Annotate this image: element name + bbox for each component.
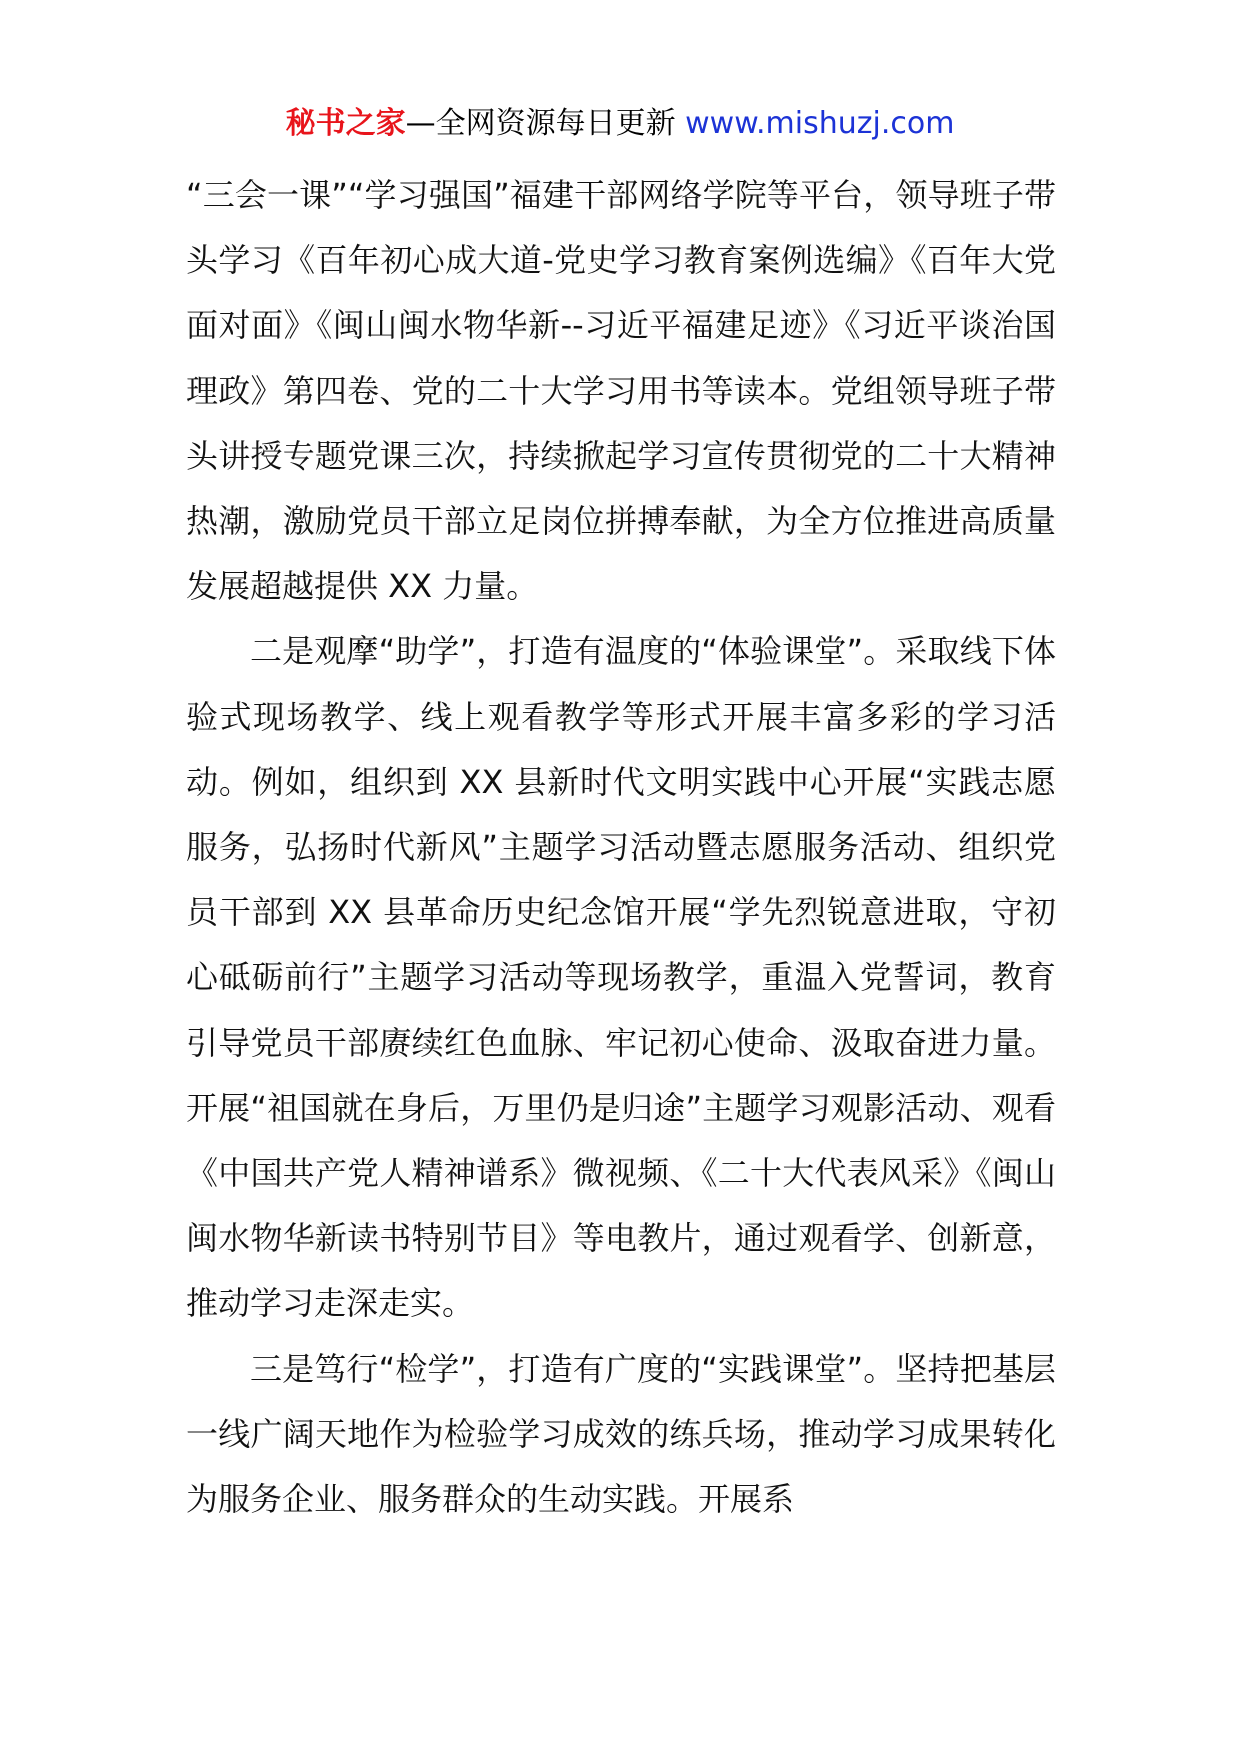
site-brand: 秘书之家 [285,106,406,141]
paragraph-three: 三是笃行“检学”，打造有广度的“实践课堂”。坚持把基层一线广阔天地作为检验学习成效的练兵场，推动学习成果转化为服务企业、服务群众的生动实践。开展系 [186,1349,1056,1519]
document-body [186,163,1056,1532]
site-url-link[interactable]: www.mishuzj.com [685,106,955,141]
site-tagline: —全网资源每日更新 [405,106,676,141]
site-header [0,102,1240,146]
paragraph-two: 二是观摩“助学”，打造有温度的“体验课堂”。采取线下体验式现场教学、线上观看教学等形式开展丰富多彩的学习活动。例如，组织到 XX 县新时代文明实践中心开展“实践志愿服务，弘扬时代新风”主题学习活动暨志愿服务活动、组织党员干部到 XX 县革命历史纪念馆开展“学先烈锐意进取，守初心砥砺前行”主题学习活动等现场教学，重温入党誓词，教育引导党员干部赓续红色血脉、牢记初心使命、汲取奋进力量。开展“祖国就在身后，万里仍是归途”主题学习观影活动、观看《中国共产党人精神谱系》微视频、《二十大代表风采》《闽山闽水物华新读书特别节目》等电教片，通过观看学、创新意，推动学习走深走实。 [186,632,1056,1323]
paragraph-continued: “三会一课”“学习强国”福建干部网络学院等平台，领导班子带头学习《百年初心成大道-党史学习教育案例选编》《百年大党面对面》《闽山闽水物华新--习近平福建足迹》《习近平谈治国理政》第四卷、党的二十大学习用书等读本。党组领导班子带头讲授专题党课三次，持续掀起学习宣传贯彻党的二十大精神热潮，激励党员干部立足岗位拼搏奉献，为全方位推进高质量发展超越提供 XX 力量。 [186,176,1056,606]
